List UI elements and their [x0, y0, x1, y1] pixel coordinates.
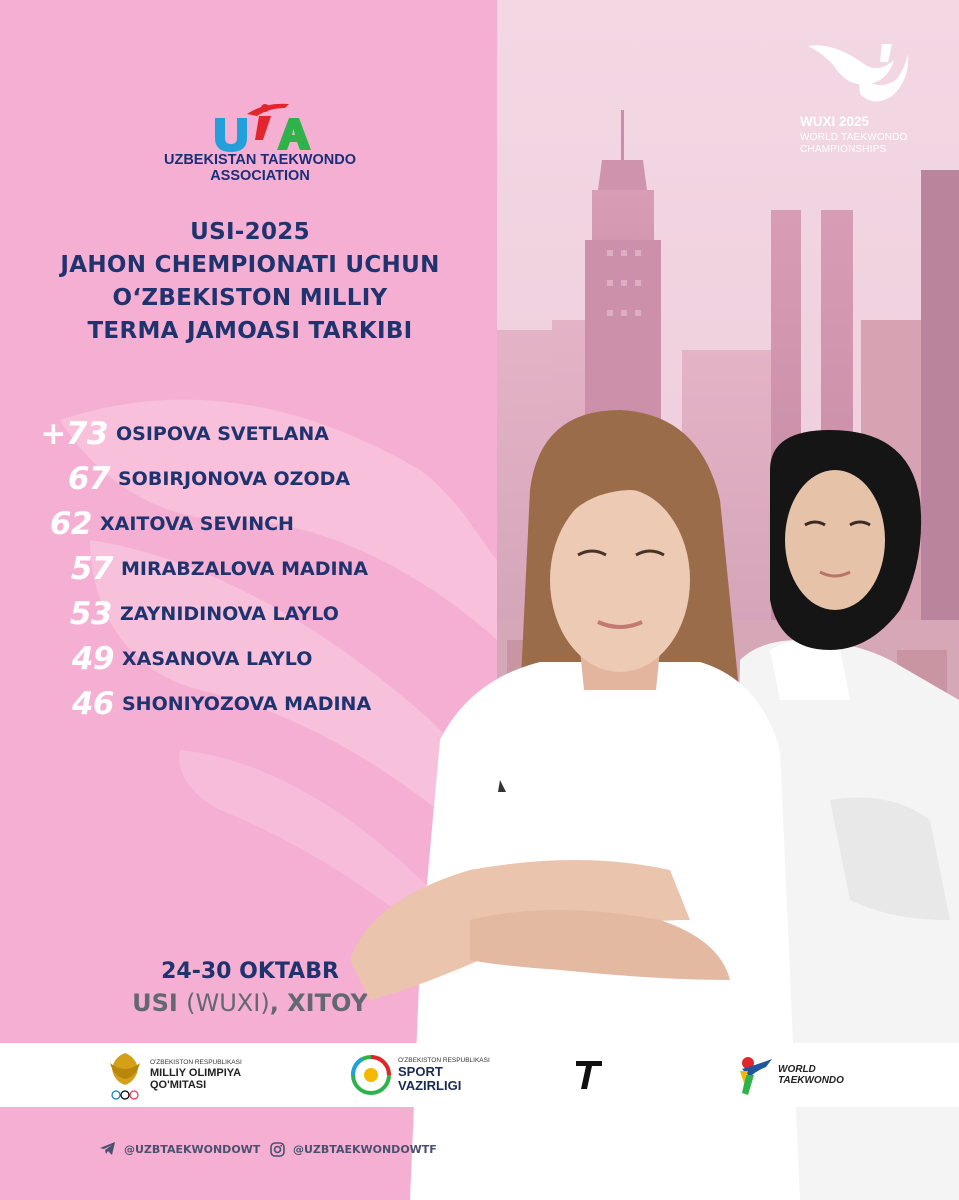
athlete-name: XASANOVA LAYLO — [122, 648, 313, 670]
weight-class: 53 — [69, 596, 112, 632]
telegram-link[interactable] — [100, 1142, 260, 1156]
headline-line1: USI-2025 — [190, 219, 310, 245]
roster-row — [30, 547, 368, 591]
headline — [30, 216, 470, 348]
athlete-name: SHONIYOZOVA MADINA — [122, 693, 372, 715]
sport-ministry-line1: SPORT — [398, 1064, 443, 1079]
headline-line3: O‘ZBEKISTON MILLIY — [112, 285, 388, 311]
association-name-line1: UZBEKISTAN TAEKWONDO — [164, 152, 356, 168]
weight-class: 46 — [71, 686, 114, 722]
event-dates: 24-30 OKTABR — [161, 959, 339, 984]
event-city-alt: (WUXI) — [186, 989, 270, 1017]
olympic-committee-emblem-icon — [106, 1047, 144, 1103]
olympic-committee-line2: QO'MITASI — [150, 1079, 207, 1091]
event-country: XITOY — [287, 989, 368, 1017]
sport-ministry-small: O'ZBEKISTON RESPUBLIKASI — [398, 1057, 490, 1064]
telegram-icon — [100, 1142, 116, 1156]
uta-logo — [140, 100, 380, 200]
athlete-name: SOBIRJONOVA OZODA — [118, 468, 351, 490]
world-taekwondo-line2: TAEKWONDO — [778, 1075, 844, 1086]
olympic-committee-small: O'ZBEKISTON RESPUBLIKASI — [150, 1059, 242, 1066]
weight-class: 62 — [49, 506, 92, 542]
sport-ministry-line2: VAZIRLIGI — [398, 1078, 462, 1093]
athlete-name: MIRABZALOVA MADINA — [121, 558, 369, 580]
telegram-handle: @UZBTAEKWONDOWT — [124, 1142, 261, 1156]
roster-row — [30, 502, 294, 546]
event-city: USI — [132, 989, 178, 1017]
instagram-handle: @UZBTAEKWONDOWTF — [293, 1143, 437, 1156]
world-taekwondo-emblem-icon — [736, 1053, 774, 1097]
roster-row — [30, 412, 329, 456]
headline-line2: JAHON CHEMPIONATI UCHUN — [60, 252, 440, 278]
sponsor-bar — [0, 1043, 959, 1107]
olympic-committee-line1: MILLIY OLIMPIYA — [150, 1067, 242, 1079]
association-name-line2: ASSOCIATION — [210, 168, 310, 184]
championship-logo — [796, 40, 936, 170]
weight-class: +73 — [40, 416, 108, 452]
social-footer — [0, 1130, 500, 1180]
roster-row — [30, 457, 350, 501]
athlete-name: ZAYNIDINOVA LAYLO — [120, 603, 339, 625]
athlete-name: XAITOVA SEVINCH — [100, 513, 294, 535]
uta-monogram-icon — [185, 100, 335, 152]
sponsor-apparel-brand — [574, 1043, 604, 1107]
roster-row — [30, 637, 312, 681]
sponsor-world-taekwondo — [736, 1043, 844, 1107]
world-taekwondo-line1: WORLD — [778, 1064, 816, 1075]
weight-class: 57 — [70, 551, 113, 587]
championship-subtitle-1: WORLD TAEKWONDO — [800, 132, 908, 143]
athlete-name: OSIPOVA SVETLANA — [116, 423, 329, 445]
apparel-brand-logo-icon — [574, 1057, 604, 1093]
event-separator: , — [269, 989, 279, 1017]
sponsor-sport-ministry — [350, 1043, 490, 1107]
instagram-icon — [270, 1142, 285, 1157]
weight-class: 67 — [67, 461, 110, 497]
sponsor-olympic-committee — [106, 1043, 242, 1107]
championship-emblem-icon — [804, 40, 914, 110]
headline-line4: TERMA JAMOASI TARKIBI — [87, 318, 413, 344]
sport-ministry-emblem-icon — [350, 1054, 392, 1096]
instagram-link[interactable] — [270, 1142, 437, 1157]
roster-row — [30, 682, 371, 726]
roster-row — [30, 592, 339, 636]
weight-class: 49 — [71, 641, 114, 677]
championship-title: WUXI 2025 — [800, 114, 870, 129]
championship-subtitle-2: CHAMPIONSHIPS — [800, 144, 887, 155]
